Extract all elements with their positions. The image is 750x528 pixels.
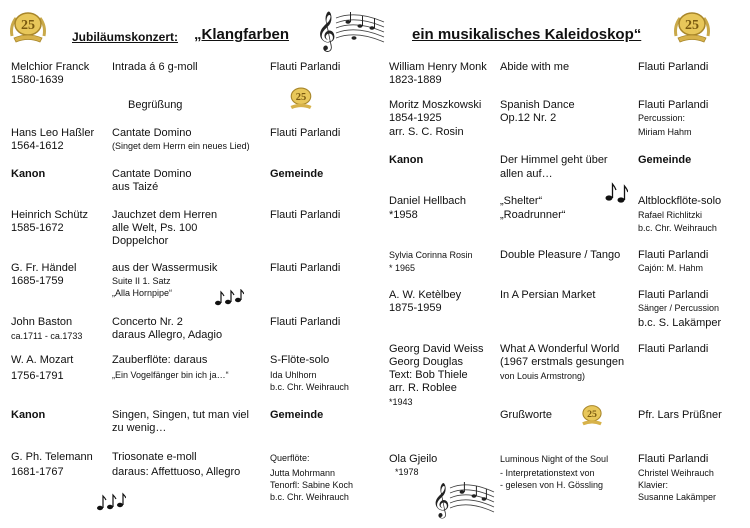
right-r5-composer: Sylvia Corinna Rosin [389,250,473,260]
left-r3-performer: Gemeinde [270,168,324,180]
left-r5-piece-2: Suite II 1. Satz [112,276,171,286]
left-r7-performer-2: Ida Uhlhorn [270,370,317,380]
left-r9-performer-2: Jutta Mohrmann [270,468,336,478]
left-r7-composer: W. A. Mozart [11,354,74,366]
left-r2-piece-note: (Singet dem Herrn ein neues Lied) [112,141,250,151]
left-r5-years: 1685-1759 [11,275,64,287]
right-r4-composer: Daniel Hellbach [389,195,467,207]
left-r8-piece-2: zu wenig… [112,422,167,434]
right-r7-piece-3: von Louis Armstrong) [500,371,586,381]
right-r2-years: 1854-1925 [389,112,442,124]
right-r7-performer: Flauti Parlandi [638,343,709,355]
right-r9-performer-4: Susanne Lakämper [638,492,717,502]
right-r4-piece: „Shelter“ [500,195,543,207]
left-r4-piece-3: Doppelchor [112,235,169,247]
left-r9-years: 1681-1767 [11,466,64,478]
right-r2-composer: Moritz Moszkowski [389,99,482,111]
left-r1-composer: Melchior Franck [11,61,90,73]
right-r4-piece-2: „Roadrunner“ [500,209,566,221]
right-r1-piece: Abide with me [500,61,570,73]
left-r9-performer-3: Tenorfl: Sabine Koch [270,480,354,490]
left-r6-piece-2: daraus Allegro, Adagio [112,329,223,341]
right-r7-lyricist: Text: Bob Thiele [389,369,468,381]
left-r8-piece: Singen, Singen, tut man viel [112,409,249,421]
right-r3-piece-2: allen auf… [500,168,553,180]
right-r5-performer: Flauti Parlandi [638,249,709,261]
right-r4-performer-2: Rafael Richlitzki [638,210,703,220]
right-r8-item: Grußworte [500,409,552,421]
left-r7-piece-2: „Ein Vogelfänger bin ich ja…“ [112,370,229,380]
right-r5-years: * 1965 [389,263,416,273]
left-r3-piece: Cantate Domino [112,168,192,180]
left-r8-performer: Gemeinde [270,409,324,421]
left-r7-performer-3: b.c. Chr. Weihrauch [270,382,349,392]
title-right: ein musikalisches Kaleidoskop“ [412,26,642,43]
right-r5-performer-2: Cajón: M. Hahm [638,263,704,273]
title-left: „Klangfarben [194,26,290,43]
left-r2-composer: Hans Leo Haßler [11,127,95,139]
right-r3-piece: Der Himmel geht über [500,154,608,166]
right-r2-piece-2: Op.12 Nr. 2 [500,112,557,124]
left-r9-piece: Triosonate e-moll [112,451,197,463]
left-r6-years: ca.1711 - ca.1733 [11,331,83,341]
right-r5-piece: Double Pleasure / Tango [500,249,621,261]
right-r2-performer-2: Percussion: [638,113,686,123]
svg-text:25: 25 [295,92,307,103]
right-r7-composer: Georg David Weiss [389,343,484,355]
right-r7-piece-2: (1967 erstmals gesungen [500,356,625,368]
right-r2-piece: Spanish Dance [500,99,575,111]
svg-text:25: 25 [587,408,597,420]
right-r1-composer: William Henry Monk [389,61,487,73]
right-r7-piece: What A Wonderful World [500,343,620,355]
right-r2-performer-3: Miriam Hahm [638,127,692,137]
music-notes-icon [96,492,126,517]
greeting-label: Begrüßung [128,99,183,111]
left-r7-performer: S-Flöte-solo [270,354,330,366]
right-r9-years: *1978 [395,467,419,477]
left-r9-performer: Querflöte: [270,453,310,463]
left-r4-performer: Flauti Parlandi [270,209,341,221]
left-r5-piece: aus der Wassermusik [112,262,218,274]
right-r8-performer: Pfr. Lars Prüßner [638,409,722,421]
right-r3-performer: Gemeinde [638,154,692,166]
anniversary-badge-small [578,401,606,432]
right-r3-type: Kanon [389,154,424,166]
left-r9-composer: G. Ph. Telemann [11,451,93,463]
left-r4-years: 1585-1672 [11,222,64,234]
right-r9-composer: Ola Gjeilo [389,453,438,465]
music-notes-icon [214,289,244,312]
left-r1-piece: Intrada á 6 g-moll [112,61,198,73]
right-r4-performer: Altblockflöte-solo [638,195,722,207]
right-r6-performer: Flauti Parlandi [638,289,709,301]
left-r3-piece-2: aus Taizé [112,181,159,193]
svg-text:𝄞: 𝄞 [316,11,337,51]
left-r5-performer: Flauti Parlandi [270,262,341,274]
right-r4-performer-3: b.c. Chr. Weihrauch [638,223,717,233]
right-r7-composer-2: Georg Douglas [389,356,463,368]
left-r6-performer: Flauti Parlandi [270,316,341,328]
left-r4-piece-2: alle Welt, Ps. 100 [112,222,198,234]
right-r9-piece-3: - gelesen von H. Gössling [500,480,604,490]
music-sheet-icon [314,4,386,61]
music-notes-icon [604,181,628,208]
svg-text:𝄞: 𝄞 [432,483,450,518]
right-r2-arranger: arr. S. C. Rosin [389,126,464,138]
right-r9-piece: Luminous Night of the Soul [500,454,609,464]
left-r2-piece: Cantate Domino [112,127,192,139]
left-r2-years: 1564-1612 [11,140,64,152]
left-r6-piece: Concerto Nr. 2 [112,316,183,328]
right-r9-performer-3: Klavier: [638,480,669,490]
right-r7-arranger: arr. R. Roblee [389,382,457,394]
right-r6-piece: In A Persian Market [500,289,596,301]
left-r1-years: 1580-1639 [11,74,64,86]
right-r6-performer-2: Sänger / Percussion [638,303,720,313]
right-r6-years: 1875-1959 [389,302,442,314]
anniversary-badge-left [8,6,48,51]
right-r2-performer: Flauti Parlandi [638,99,709,111]
svg-text:25: 25 [685,18,699,33]
left-r9-piece-2: daraus: Affettuoso, Allegro [112,466,241,478]
left-r5-piece-3: „Alla Hornpipe“ [112,288,173,298]
right-r1-performer: Flauti Parlandi [638,61,709,73]
right-r9-performer-2: Christel Weihrauch [638,468,714,478]
left-r3-type: Kanon [11,168,46,180]
left-r7-piece: Zauberflöte: daraus [112,354,208,366]
left-r4-composer: Heinrich Schütz [11,209,89,221]
anniversary-badge-small [286,84,316,115]
left-r7-years: 1756-1791 [11,370,64,382]
left-r6-composer: John Baston [11,316,73,328]
right-r6-composer: A. W. Ketèlbey [389,289,462,301]
music-sheet-icon [432,474,496,527]
right-r1-years: 1823-1889 [389,74,442,86]
left-r9-performer-4: b.c. Chr. Weihrauch [270,492,349,502]
right-r9-piece-2: - Interpretationstext von [500,468,595,478]
event-label: Jubiläumskonzert: [72,30,179,44]
right-r7-years: *1943 [389,397,413,407]
right-r4-years: *1958 [389,209,418,221]
left-r8-type: Kanon [11,409,46,421]
left-r1-performer: Flauti Parlandi [270,61,341,73]
anniversary-badge-right [672,6,712,51]
left-r2-performer: Flauti Parlandi [270,127,341,139]
left-r5-composer: G. Fr. Händel [11,262,77,274]
right-r9-performer: Flauti Parlandi [638,453,709,465]
svg-text:25: 25 [21,18,35,33]
left-r4-piece: Jauchzet dem Herren [112,209,218,221]
right-r6-performer-3: b.c. S. Lakämper [638,317,722,329]
